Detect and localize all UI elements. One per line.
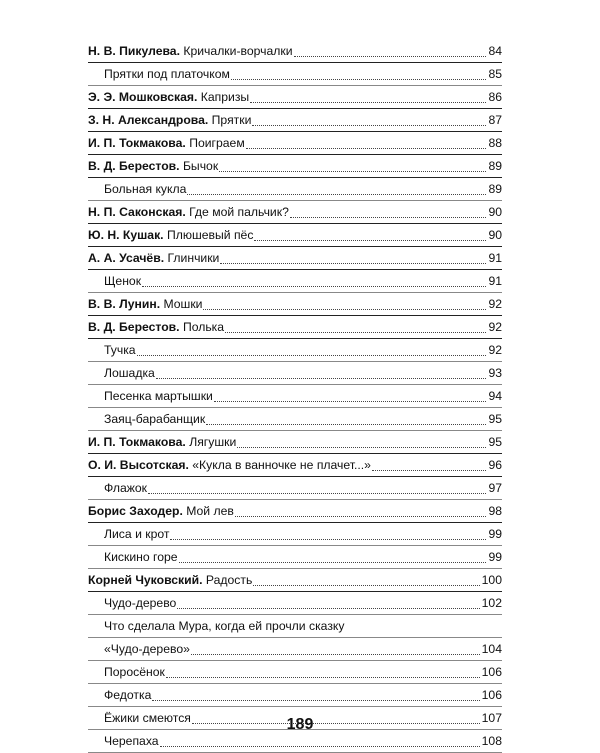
dot-leader xyxy=(203,309,486,310)
toc-entry-page: 99 xyxy=(488,550,502,564)
toc-entry-label: Н. П. Саконская. Где мой пальчик? xyxy=(88,205,289,219)
toc-entry xyxy=(88,224,502,247)
toc-entry-title: Щенок xyxy=(104,274,142,288)
toc-entry-title: Глинчики xyxy=(167,251,220,265)
toc-entry-title: Черепаха xyxy=(104,734,159,748)
toc-entry-label xyxy=(88,339,136,361)
toc-entry-title: Мошки xyxy=(163,297,203,311)
toc-entry-author: Борис Заходер xyxy=(88,504,180,518)
toc-entry xyxy=(88,362,502,385)
toc-entry-page: 89 xyxy=(488,182,502,196)
toc-entry-label: И. П. Токмакова. Лягушки xyxy=(88,435,237,449)
toc-entry xyxy=(88,661,502,684)
toc-entry-title: Полька xyxy=(182,320,225,334)
toc-entry xyxy=(88,592,502,615)
toc-entry-page: 91 xyxy=(488,274,502,288)
dot-leader xyxy=(166,677,480,678)
toc-entry-page: 87 xyxy=(488,113,502,127)
toc-entry-page: 91 xyxy=(488,251,502,265)
toc-entry-label: В. В. Лунин. Мошки xyxy=(88,297,203,311)
toc-entry-label xyxy=(88,362,155,384)
toc-entry-label: В. Д. Берестов. Полька xyxy=(88,320,225,334)
toc-entry xyxy=(88,500,502,523)
toc-entry xyxy=(88,546,502,569)
dot-leader xyxy=(235,516,486,517)
toc-entry-author: Э. Э. Мошковская xyxy=(88,90,194,104)
toc-entry-author: А. А. Усачёв xyxy=(88,251,161,265)
toc-entry-page: 97 xyxy=(488,481,502,495)
toc-entry-title: Поиграем xyxy=(189,136,245,150)
toc-entry-title: Где мой пальчик? xyxy=(189,205,289,219)
toc-entry-label: А. А. Усачёв. Глинчики xyxy=(88,251,220,265)
toc-entry-title: Ёжики смеются xyxy=(104,711,191,725)
toc-entry-title: Федотка xyxy=(104,688,152,702)
toc-entry-page: 89 xyxy=(488,159,502,173)
toc-entry-author: Ю. Н. Кушак xyxy=(88,228,161,242)
toc-entry-title: Капризы xyxy=(200,90,250,104)
dot-leader xyxy=(152,700,480,701)
toc-entry-label: О. И. Высотская. «Кукла в ванночке не плачет...» xyxy=(88,458,371,472)
toc-entry-label xyxy=(88,684,151,706)
toc-entry-label: Ю. Н. Кушак. Плюшевый пёс xyxy=(88,228,254,242)
toc-entry-label xyxy=(88,592,176,614)
toc-entry-page: 99 xyxy=(488,527,502,541)
toc-entry xyxy=(88,178,502,201)
toc-entry xyxy=(88,293,502,316)
toc-entry-title: Что сделала Мура, когда ей прочли сказку xyxy=(104,619,345,633)
toc-entry-title: «Кукла в ванночке не плачет...» xyxy=(192,458,371,472)
toc-entry-label xyxy=(88,546,178,568)
toc-entry-page: 93 xyxy=(488,366,502,380)
toc-entry xyxy=(88,523,502,546)
dot-leader xyxy=(156,378,486,379)
dot-leader xyxy=(187,194,486,195)
toc-entry-author: В. Д. Берестов xyxy=(88,320,177,334)
toc-entry-title: Лягушки xyxy=(189,435,237,449)
toc-entry-label xyxy=(88,270,141,292)
dot-leader xyxy=(252,125,486,126)
toc-entry-title: Больная кукла xyxy=(104,182,187,196)
toc-entry-author: И. П. Токмакова xyxy=(88,435,183,449)
dot-leader xyxy=(220,263,486,264)
toc-entry xyxy=(88,316,502,339)
toc-entry xyxy=(88,132,502,155)
toc-entry xyxy=(88,569,502,592)
dot-leader xyxy=(246,148,486,149)
toc-entry-title: Радость xyxy=(205,573,253,587)
toc-entry-page: 90 xyxy=(488,228,502,242)
toc-entry-author: В. В. Лунин xyxy=(88,297,157,311)
toc-entry-author: З. Н. Александрова xyxy=(88,113,205,127)
toc-entry-title: Лошадка xyxy=(104,366,155,380)
dot-leader xyxy=(137,355,486,356)
dot-leader xyxy=(148,493,486,494)
dot-leader xyxy=(160,746,480,747)
toc-entry-page: 102 xyxy=(481,596,502,610)
toc-entry xyxy=(88,339,502,362)
toc-entry-label: Э. Э. Мошковская. Капризы xyxy=(88,90,250,104)
toc-entry-label: З. Н. Александрова. Прятки xyxy=(88,113,252,127)
toc-entry xyxy=(88,408,502,431)
toc-entry-label xyxy=(88,638,190,660)
toc-entry-title: Кискино горе xyxy=(104,550,178,564)
toc-entry-label: Борис Заходер. Мой лев xyxy=(88,504,234,518)
toc-entry-title: Бычок xyxy=(182,159,219,173)
toc-entry xyxy=(88,40,502,63)
dot-leader xyxy=(219,171,486,172)
toc-entry xyxy=(88,638,502,661)
toc-entry-page: 100 xyxy=(481,573,502,587)
toc-entry-page: 98 xyxy=(488,504,502,518)
toc-entry xyxy=(88,385,502,408)
toc-entry-title: Поросёнок xyxy=(104,665,165,679)
dot-leader xyxy=(225,332,486,333)
dot-leader xyxy=(206,424,486,425)
dot-leader xyxy=(177,608,480,609)
toc-entry-label xyxy=(88,178,186,200)
toc-entry-author: И. П. Токмакова xyxy=(88,136,183,150)
dot-leader xyxy=(290,217,486,218)
toc-entry-title: Прятки под платочком xyxy=(104,67,230,81)
toc-entry xyxy=(88,684,502,707)
toc-entry-page: 107 xyxy=(481,711,502,725)
toc-entry-title: Кричалки-ворчалки xyxy=(183,44,293,58)
toc-entry-title: Лиса и крот xyxy=(104,527,170,541)
toc-entry-page: 85 xyxy=(488,67,502,81)
toc-entry-page: 92 xyxy=(488,343,502,357)
toc-entry-title: Песенка мартышки xyxy=(104,389,213,403)
toc-entry-page: 88 xyxy=(488,136,502,150)
toc-entry-page: 106 xyxy=(481,665,502,679)
toc-entry-author: В. Д. Берестов xyxy=(88,159,177,173)
page-number: 189 xyxy=(286,716,314,733)
toc-entry-page: 108 xyxy=(481,734,502,748)
toc-entry-label xyxy=(88,615,344,637)
toc-entry xyxy=(88,63,502,86)
toc-entry-label: В. Д. Берестов. Бычок xyxy=(88,159,219,173)
toc-entry-label: Корней Чуковский. Радость xyxy=(88,573,253,587)
dot-leader xyxy=(372,470,486,471)
toc-entry-page: 86 xyxy=(488,90,502,104)
toc-entry xyxy=(88,247,502,270)
toc-entry-page: 95 xyxy=(488,412,502,426)
toc-entry xyxy=(88,270,502,293)
toc-entry-label: Н. В. Пикулева. Кричалки-ворчалки xyxy=(88,44,293,58)
toc-entry-label xyxy=(88,385,213,407)
dot-leader xyxy=(170,539,486,540)
toc-entry xyxy=(88,477,502,500)
toc-entry-page: 92 xyxy=(488,297,502,311)
dot-leader xyxy=(253,585,480,586)
toc-entry-author: Корней Чуковский xyxy=(88,573,200,587)
toc-entry-label xyxy=(88,523,169,545)
toc-entry-title: Прятки xyxy=(211,113,252,127)
dot-leader xyxy=(214,401,486,402)
toc-entry-author: О. И. Высотская xyxy=(88,458,186,472)
toc-entry-title: Заяц-барабанщик xyxy=(104,412,206,426)
toc-entry xyxy=(88,201,502,224)
toc-entry-author: Н. П. Саконская xyxy=(88,205,183,219)
toc-entry-label: И. П. Токмакова. Поиграем xyxy=(88,136,245,150)
toc-entry-label xyxy=(88,408,205,430)
toc-entry-author: Н. В. Пикулева xyxy=(88,44,177,58)
toc-entry-page: 94 xyxy=(488,389,502,403)
table-of-contents xyxy=(88,40,502,753)
toc-entry xyxy=(88,431,502,454)
toc-entry-page: 90 xyxy=(488,205,502,219)
toc-entry-page: 96 xyxy=(488,458,502,472)
dot-leader xyxy=(237,447,486,448)
dot-leader xyxy=(179,562,486,563)
toc-entry-page: 84 xyxy=(488,44,502,58)
toc-entry-label xyxy=(88,661,165,683)
toc-entry-page: 95 xyxy=(488,435,502,449)
toc-entry-title: Мой лев xyxy=(186,504,234,518)
dot-leader xyxy=(294,56,486,57)
dot-leader xyxy=(142,286,486,287)
toc-entry xyxy=(88,86,502,109)
toc-entry-title: Плюшевый пёс xyxy=(166,228,254,242)
toc-entry xyxy=(88,109,502,132)
dot-leader xyxy=(254,240,486,241)
toc-entry xyxy=(88,155,502,178)
toc-entry-title: Чудо-дерево xyxy=(104,596,177,610)
toc-entry-page: 92 xyxy=(488,320,502,334)
toc-entry-title: Тучка xyxy=(104,343,136,357)
dot-leader xyxy=(231,79,486,80)
dot-leader xyxy=(250,102,486,103)
toc-entry-page: 106 xyxy=(481,688,502,702)
toc-entry-label xyxy=(88,63,230,85)
toc-entry-page: 104 xyxy=(481,642,502,656)
toc-entry-title: «Чудо-дерево» xyxy=(104,642,190,656)
dot-leader xyxy=(191,654,480,655)
toc-entry xyxy=(88,454,502,477)
toc-entry xyxy=(88,615,502,638)
toc-entry-title: Флажок xyxy=(104,481,148,495)
toc-entry-label xyxy=(88,477,147,499)
